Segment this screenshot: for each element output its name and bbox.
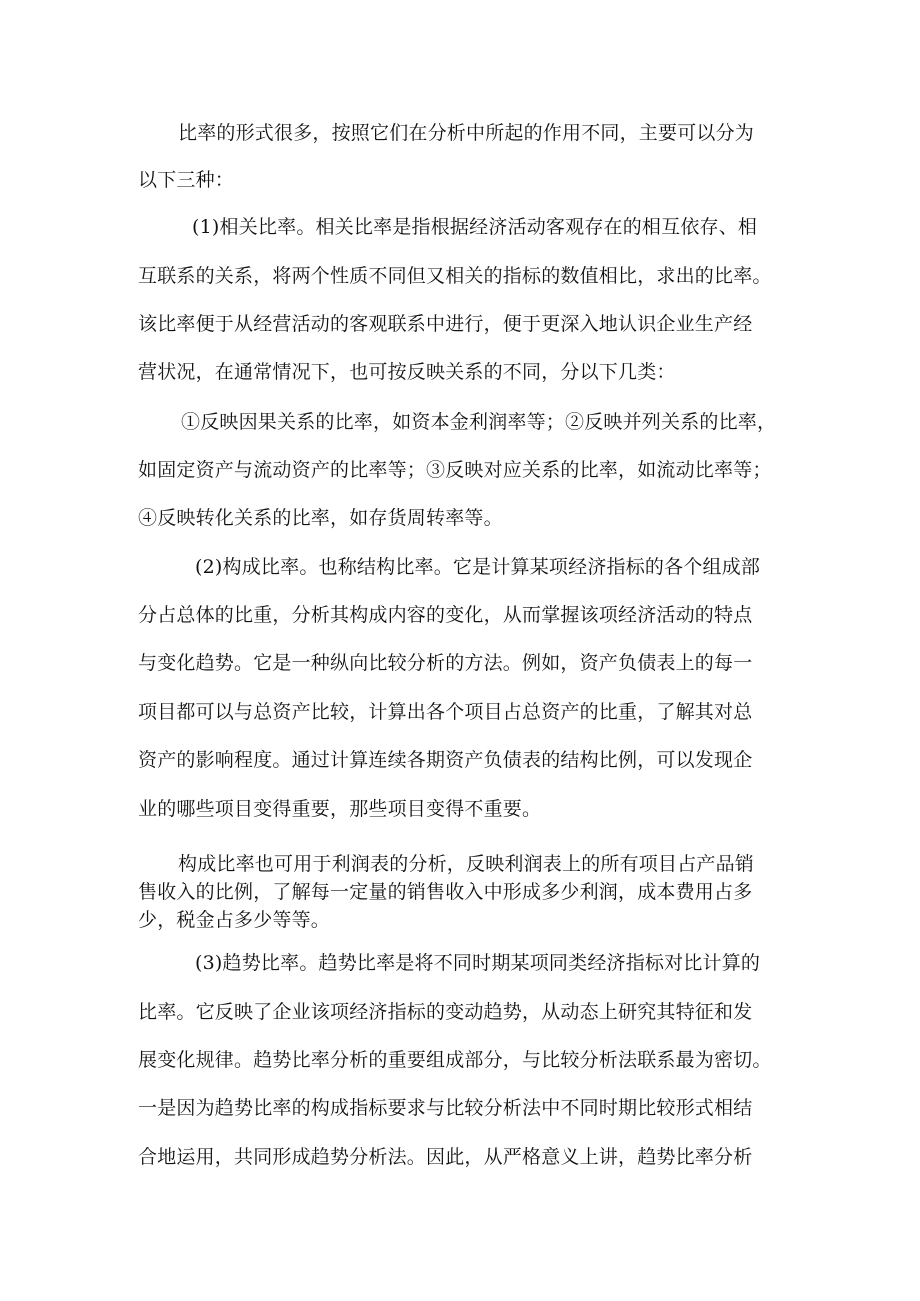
text-line: 该比率便于从经营活动的客观联系中进行，便于更深入地认识企业生产经 bbox=[138, 313, 753, 335]
text-line: ④反映转化关系的比率，如存货周转率等。 bbox=[138, 507, 503, 529]
text-line: (1)相关比率。相关比率是指根据经济活动客观存在的相互依存、相 bbox=[192, 216, 758, 238]
text-line: 比率。它反映了企业该项经济指标的变动趋势，从动态上研究其特征和发 bbox=[138, 1001, 753, 1023]
text-line: 少，税金占多少等等。 bbox=[138, 909, 331, 931]
text-line: 分占总体的比重，分析其构成内容的变化，从而掌握该项经济活动的特点 bbox=[138, 604, 753, 626]
text-line: 构成比率也可用于利润表的分析，反映利润表上的所有项目占产品销 bbox=[178, 853, 755, 875]
text-line: 如固定资产与流动资产的比率等；③反映对应关系的比率，如流动比率等； bbox=[138, 459, 772, 481]
text-line: 以下三种： bbox=[138, 169, 235, 191]
text-line: 互联系的关系，将两个性质不同但又相关的指标的数值相比，求出的比率。 bbox=[138, 265, 772, 287]
text-line: 营状况，在通常情况下，也可按反映关系的不同，分以下几类： bbox=[138, 361, 676, 383]
text-line: (2)构成比率。也称结构比率。它是计算某项经济指标的各个组成部 bbox=[195, 556, 761, 578]
text-line: (3)趋势比率。趋势比率是将不同时期某项同类经济指标对比计算的 bbox=[195, 952, 761, 974]
text-line: ①反映因果关系的比率，如资本金利润率等；②反映并列关系的比率， bbox=[181, 411, 777, 433]
text-line: 资产的影响程度。通过计算连续各期资产负债表的结构比例，可以发现企 bbox=[138, 749, 753, 771]
text-line: 与变化趋势。它是一种纵向比较分析的方法。例如，资产负债表上的每一 bbox=[138, 652, 753, 674]
text-line: 项目都可以与总资产比较，计算出各个项目占总资产的比重，了解其对总 bbox=[138, 701, 753, 723]
text-line: 展变化规律。趋势比率分析的重要组成部分，与比较分析法联系最为密切。 bbox=[138, 1049, 772, 1071]
text-line: 业的哪些项目变得重要，那些项目变得不重要。 bbox=[138, 798, 542, 820]
text-line: 合地运用，共同形成趋势分析法。因此，从严格意义上讲，趋势比率分析 bbox=[138, 1146, 753, 1168]
text-line: 售收入的比例，了解每一定量的销售收入中形成多少利润，成本费用占多 bbox=[138, 881, 753, 903]
text-line: 比率的形式很多，按照它们在分析中所起的作用不同，主要可以分为 bbox=[178, 122, 755, 144]
text-line: 一是因为趋势比率的构成指标要求与比较分析法中不同时期比较形式相结 bbox=[138, 1097, 753, 1119]
